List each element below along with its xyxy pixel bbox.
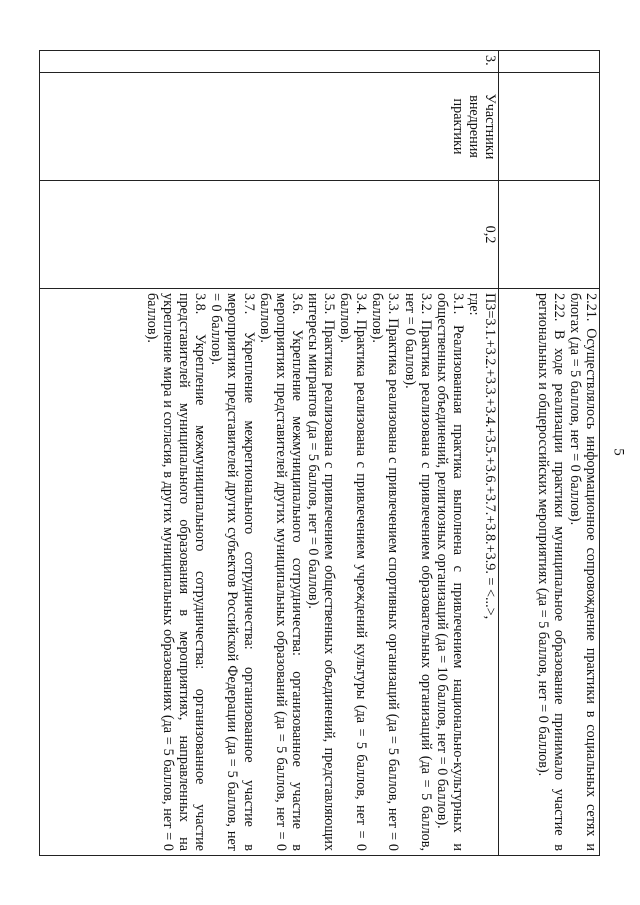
formula-text: П3=3.1.+3.2.+3.3.+3.4.+3.5.+3.6.+3.7.+3.8.+3.9. = <...>, [482,293,498,620]
criterion-text: 3.1. Реализованная практика выполнена с привлечением национально-культурных и общественных объединений, религиозных организаций (да = 10 баллов, нет = 0 баллов). [433,293,466,851]
criterion-text: 3.8. Укрепление межмуниципального сотрудничества: организованное участие представителей муниципального образования в мероприятиях, направленных на укрепление мира и согласия, в других муниципальных образованиях (да = 5 баллов, нет = 0 баллов). [144,293,209,851]
page-number: 5 [610,448,627,456]
criteria-cell [499,289,600,856]
criterion-text: 2.21. Осуществлялось информационное сопровождение практики в социальных сетях и блогах (да = 5 баллов, нет = 0 баллов). [566,293,599,851]
name-cell-empty [499,73,600,181]
indicator-name: Участники внедрения практики [40,73,499,181]
criterion-text: 3.4. Практика реализована с привлечением учреждений культуры (да = 5 баллов, нет = 0 баллов). [337,293,370,851]
table-row [499,51,600,856]
criteria-cell [40,289,499,856]
criterion-text: 3.2. Практика реализована с привлечением образовательных организаций (да = 5 баллов, нет = 0 баллов). [401,293,434,851]
number-cell-empty [499,51,600,73]
criterion-text: 2.22. В ходе реализации практики муниципальное образование принимало участие в региональных и общероссийских мероприятиях (да = 5 баллов, нет = 0 баллов). [534,293,567,851]
indicator-weight: 0,2 [40,181,499,289]
criterion-text: 3.7. Укрепление межрегионального сотрудничества: организованное участие в мероприятиях представителей других субъектов Российской Федерации (да = 5 баллов, нет = 0 баллов). [208,293,257,851]
table-row [40,51,499,856]
criteria-table [39,50,600,856]
criterion-text: 3.3. Практика реализована с привлечением спортивных организаций (да = 5 баллов, нет = 0 баллов). [369,293,402,851]
rotated-page-content [40,50,600,855]
criterion-text: 3.5. Практика реализована с привлечением общественных объединений, представляющих интересы мигрантов (да = 5 баллов, нет = 0 баллов). [304,293,338,851]
where-text: где: [465,293,482,316]
weight-cell-empty [499,181,600,289]
row-number: 3. [40,51,499,73]
criterion-text: 3.6. Укрепление межмуниципального сотрудничества: организованное участие в мероприятиях представителей других муниципальных образований (да = 5 баллов, нет = 0 баллов). [256,293,305,851]
